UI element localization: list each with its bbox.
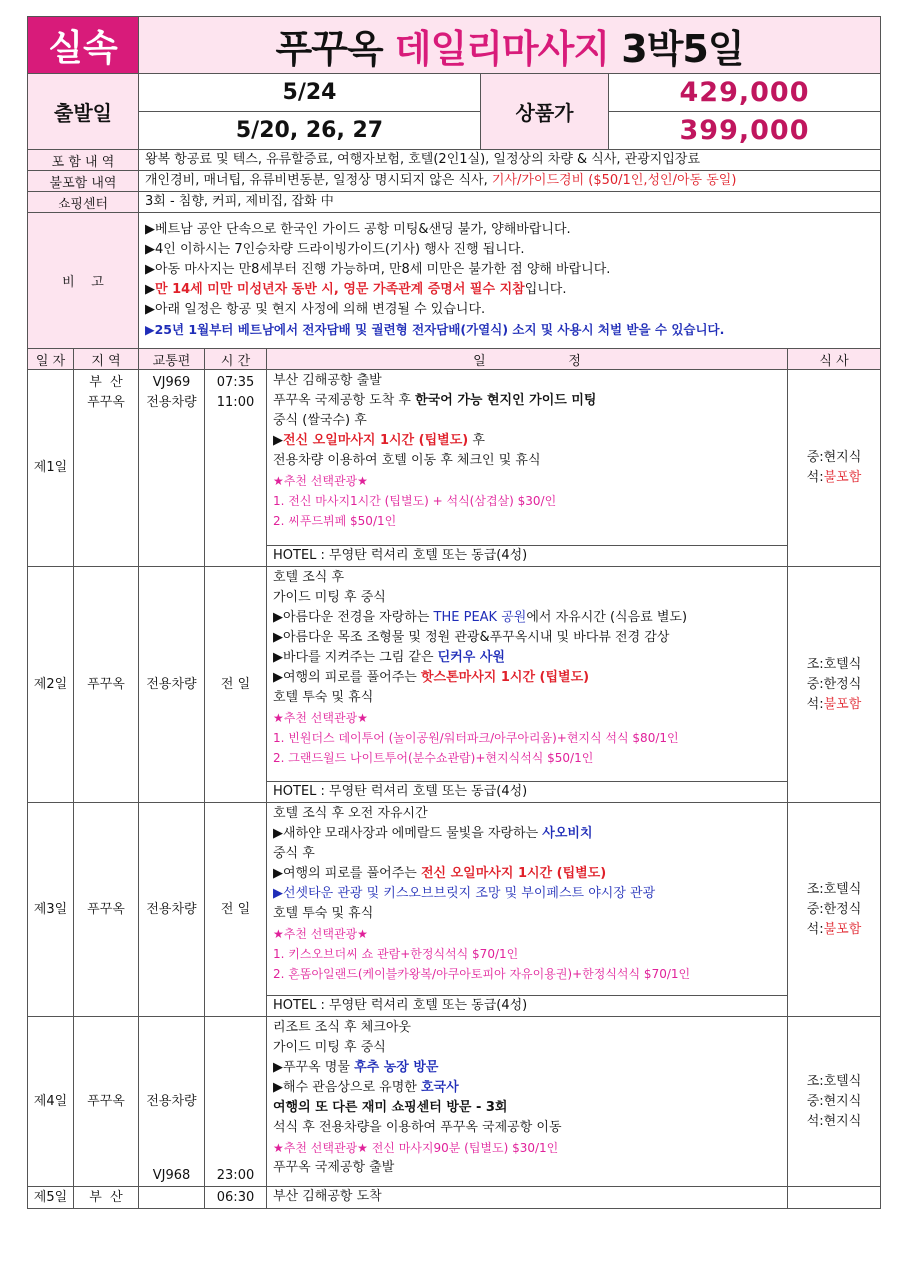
time: 06:30 bbox=[205, 1187, 267, 1209]
meal-lunch: 중:한정식 bbox=[806, 901, 862, 917]
col-time: 시 간 bbox=[205, 349, 267, 370]
schedule-line: 부산 김해공항 도착 bbox=[273, 1189, 382, 1204]
schedule-line: 호텔 조식 후 bbox=[273, 570, 345, 585]
region: 부 산 bbox=[74, 1187, 139, 1209]
col-transport: 교통편 bbox=[139, 349, 205, 370]
schedule-highlight: 전신 오일마사지 1시간 (팁별도) bbox=[283, 433, 469, 448]
optional-tour: 2. 그랜드월드 나이트투어(분수쇼관람)+현지식석식 $50/1인 bbox=[273, 751, 594, 765]
schedule-line: 부산 김해공항 출발 bbox=[273, 373, 382, 388]
region-origin: 부 산 bbox=[89, 375, 123, 390]
departure-date-1: 5/24 bbox=[139, 74, 481, 112]
day-label: 제4일 bbox=[28, 1017, 74, 1187]
departure-label: 출발일 bbox=[28, 74, 139, 150]
region: 푸꾸옥 bbox=[74, 567, 139, 803]
schedule-highlight: 한국어 가능 현지인 가이드 미팅 bbox=[415, 393, 597, 408]
schedule-highlight: 호국사 bbox=[420, 1080, 459, 1095]
schedule-text: ▶푸꾸옥 명물 bbox=[273, 1060, 355, 1075]
schedule-text: ▶아름다운 전경을 자랑하는 bbox=[273, 610, 434, 625]
region-destination: 푸꾸옥 bbox=[87, 395, 125, 410]
vehicle: 전용차량 bbox=[146, 1093, 197, 1109]
excluded-main: 개인경비, 매너팁, 유류비변동분, 일정상 명시되지 않은 식사, bbox=[145, 173, 492, 188]
schedule-text: ▶바다를 지켜주는 그림 같은 bbox=[273, 650, 438, 665]
excluded-text bbox=[139, 171, 881, 192]
meal-breakfast: 조:호텔식 bbox=[806, 656, 862, 672]
meal-lunch: 중:현지식 bbox=[806, 450, 862, 465]
schedule-text: 푸꾸옥 국제공항 도착 후 bbox=[273, 393, 416, 408]
meal-dinner-label: 석: bbox=[806, 470, 824, 485]
schedule-line bbox=[273, 391, 781, 411]
departure-time: 07:35 bbox=[216, 375, 255, 390]
meals bbox=[788, 567, 881, 803]
schedule-highlight: 딘커우 사원 bbox=[437, 650, 505, 665]
schedule-table bbox=[27, 348, 881, 1209]
schedule-line bbox=[273, 1058, 781, 1078]
page-title bbox=[139, 17, 881, 74]
flight-number: VJ969 bbox=[152, 375, 191, 390]
schedule-text: ▶여행의 피로를 풀어주는 bbox=[273, 866, 421, 881]
time: 전 일 bbox=[205, 567, 267, 803]
day-label: 제2일 bbox=[28, 567, 74, 803]
meal-dinner-label: 석: bbox=[806, 696, 824, 712]
meal-not-included: 불포함 bbox=[823, 470, 862, 485]
schedule-line: 가이드 미팅 후 중식 bbox=[273, 590, 386, 605]
schedule-arrow: ▶ bbox=[273, 433, 283, 448]
meals bbox=[788, 1017, 881, 1187]
col-region: 지 역 bbox=[74, 349, 139, 370]
meal-not-included: 불포함 bbox=[823, 696, 862, 712]
transport bbox=[139, 370, 205, 567]
note-line: ▶아동 마사지는 만8세부터 진행 가능하며, 만8세 미만은 불가한 점 양해 바랍니다. bbox=[145, 261, 611, 277]
schedule-line bbox=[273, 864, 781, 884]
schedule-text: ▶여행의 피로를 풀어주는 bbox=[273, 670, 421, 685]
departure-time: 23:00 bbox=[216, 1168, 255, 1183]
shopping-text: 3회 - 침향, 커피, 제비집, 잡화 中 bbox=[139, 192, 881, 213]
optional-tour: 1. 전신 마사지1시간 (팁별도) + 석식(삼겹살) $30/인 bbox=[273, 494, 557, 508]
schedule-line: 리조트 조식 후 체크아웃 bbox=[273, 1020, 411, 1035]
day-schedule bbox=[267, 803, 788, 996]
time: 전 일 bbox=[205, 803, 267, 1017]
schedule-line bbox=[273, 824, 781, 844]
meal-dinner bbox=[788, 468, 880, 488]
schedule-line: 호텔 투숙 및 휴식 bbox=[273, 690, 374, 705]
schedule-line: 석식 후 전용차량을 이용하여 푸꾸옥 국제공항 이동 bbox=[273, 1120, 562, 1135]
optional-tour: 2. 씨푸드뷔페 $50/1인 bbox=[273, 514, 397, 528]
meals bbox=[788, 1187, 881, 1209]
note-arrow: ▶ bbox=[145, 281, 155, 297]
schedule-line: 중식 후 bbox=[273, 846, 315, 861]
day-schedule bbox=[267, 567, 788, 782]
optional-tour: ★추천 선택관광★ 전신 마사지90분 (팁별도) $30/1인 bbox=[273, 1141, 559, 1155]
note-line bbox=[145, 280, 874, 300]
day-schedule bbox=[267, 370, 788, 546]
optional-tour-title: ★추천 선택관광★ bbox=[273, 927, 368, 941]
schedule-highlight: 전신 오일마사지 1시간 (팁별도) bbox=[420, 866, 607, 881]
meal-breakfast: 조:호텔식 bbox=[806, 881, 862, 897]
meal-dinner-label: 석: bbox=[806, 921, 824, 937]
col-meal: 식 사 bbox=[788, 349, 881, 370]
note-line: ▶베트남 공안 단속으로 한국인 가이드 공항 미팅&샌딩 불가, 양해바랍니다. bbox=[145, 221, 571, 237]
schedule-highlight: 핫스톤마사지 1시간 (팁별도) bbox=[420, 670, 590, 685]
schedule-line bbox=[273, 431, 781, 451]
schedule-line: ▶선셋타운 관광 및 키스오브브릿지 조망 및 부이페스트 야시장 관광 bbox=[273, 886, 656, 901]
meal-dinner bbox=[788, 920, 880, 940]
region: 푸꾸옥 bbox=[74, 803, 139, 1017]
schedule-line: 중식 (쌀국수) 후 bbox=[273, 413, 367, 428]
optional-tour: 1. 빈원더스 데이투어 (놀이공원/워터파크/아쿠아리움)+현지식 석식 $80/1인 bbox=[273, 731, 679, 745]
title-duration: 3박5일 bbox=[621, 26, 744, 71]
day-schedule bbox=[267, 1187, 788, 1209]
schedule-line bbox=[273, 668, 781, 688]
schedule-highlight: 사오비치 bbox=[542, 826, 593, 841]
excluded-guide-fee: 기사/가이드경비 ($50/1인,성인/아동 동일) bbox=[491, 173, 737, 188]
col-schedule: 일 정 bbox=[267, 349, 788, 370]
notes bbox=[139, 213, 881, 349]
schedule-highlight: 후추 농장 방문 bbox=[354, 1060, 439, 1075]
day-label: 제3일 bbox=[28, 803, 74, 1017]
note-tail: 입니다. bbox=[524, 281, 567, 297]
hotel: HOTEL : 무영탄 럭셔리 호텔 또는 동급(4성) bbox=[267, 996, 788, 1017]
hotel: HOTEL : 무영탄 럭셔리 호텔 또는 동급(4성) bbox=[267, 546, 788, 567]
optional-tour: 1. 키스오브더씨 쇼 관람+한정식석식 $70/1인 bbox=[273, 947, 519, 961]
schedule-line: 가이드 미팅 후 중식 bbox=[273, 1040, 386, 1055]
schedule-line: 전용차량 이용하여 호텔 이동 후 체크인 및 휴식 bbox=[273, 453, 541, 468]
day-label: 제1일 bbox=[28, 370, 74, 567]
meal-lunch: 중:현지식 bbox=[806, 1093, 862, 1109]
notes-label: 비 고 bbox=[28, 213, 139, 349]
time bbox=[205, 1017, 267, 1187]
optional-tour-title: ★추천 선택관광★ bbox=[273, 474, 368, 488]
shopping-label: 쇼핑센터 bbox=[28, 192, 139, 213]
meals bbox=[788, 803, 881, 1017]
departure-date-2: 5/20, 26, 27 bbox=[139, 112, 481, 150]
price-label: 상품가 bbox=[481, 74, 609, 150]
badge: 실속 bbox=[28, 17, 139, 74]
schedule-line bbox=[273, 608, 781, 628]
flight-number: VJ968 bbox=[152, 1168, 191, 1183]
vehicle: 전용차량 bbox=[146, 395, 197, 410]
transport bbox=[139, 1187, 205, 1209]
price-1: 429,000 bbox=[609, 74, 881, 112]
transport: 전용차량 bbox=[139, 567, 205, 803]
meal-not-included: 불포함 bbox=[823, 921, 862, 937]
day-label: 제5일 bbox=[28, 1187, 74, 1209]
price-2: 399,000 bbox=[609, 112, 881, 150]
meal-lunch: 중:한정식 bbox=[806, 676, 862, 692]
region bbox=[74, 370, 139, 567]
header-table bbox=[27, 16, 881, 150]
transport: 전용차량 bbox=[139, 803, 205, 1017]
included-text: 왕복 항공료 및 텍스, 유류할증료, 여행자보험, 호텔(2인1실), 일정상의 차량 & 식사, 관광지입장료 bbox=[139, 150, 881, 171]
tour-itinerary bbox=[27, 16, 880, 1209]
schedule-line: 여행의 또 다른 재미 쇼핑센터 방문 - 3회 bbox=[273, 1100, 508, 1115]
included-label: 포 함 내 역 bbox=[28, 150, 139, 171]
schedule-text: ▶해수 관음상으로 유명한 bbox=[273, 1080, 421, 1095]
info-table bbox=[27, 149, 881, 349]
note-line: ▶4인 이하시는 7인승차량 드라이빙가이드(기사) 행사 진행 됩니다. bbox=[145, 241, 525, 257]
title-destination: 푸꾸옥 bbox=[275, 26, 383, 71]
excluded-label: 불포함 내역 bbox=[28, 171, 139, 192]
schedule-text: 후 bbox=[468, 433, 485, 448]
hotel: HOTEL : 무영탄 럭셔리 호텔 또는 동급(4성) bbox=[267, 782, 788, 803]
schedule-text: 에서 자유시간 (식음료 별도) bbox=[526, 610, 688, 625]
schedule-line bbox=[273, 648, 781, 668]
note-highlight: 만 14세 미만 미성년자 동반 시, 영문 가족관계 증명서 필수 지참 bbox=[155, 281, 525, 297]
col-day: 일 자 bbox=[28, 349, 74, 370]
optional-tour: 2. 혼똠아일랜드(케이블카왕복/아쿠아토피아 자유이용권)+한정식석식 $70/1인 bbox=[273, 967, 691, 981]
schedule-highlight: THE PEAK 공원 bbox=[433, 610, 527, 625]
time bbox=[205, 370, 267, 567]
note-line-warning: ▶25년 1월부터 베트남에서 전자담배 및 궐련형 전자담배(가열식) 소지 및 사용시 처벌 받을 수 있습니다. bbox=[145, 321, 725, 337]
schedule-text: ▶새하얀 모래사장과 에메랄드 물빛을 자랑하는 bbox=[273, 826, 543, 841]
optional-tour-title: ★추천 선택관광★ bbox=[273, 711, 368, 725]
meal-dinner: 석:현지식 bbox=[806, 1113, 862, 1129]
region: 푸꾸옥 bbox=[74, 1017, 139, 1187]
schedule-line: 푸꾸옥 국제공항 출발 bbox=[273, 1160, 395, 1175]
schedule-line: 호텔 조식 후 오전 자유시간 bbox=[273, 806, 428, 821]
day-schedule bbox=[267, 1017, 788, 1187]
schedule-line: ▶아름다운 목조 조형물 및 정원 관광&푸꾸옥시내 및 바다뷰 전경 감상 bbox=[273, 630, 670, 645]
meal-dinner bbox=[788, 695, 880, 715]
schedule-line bbox=[273, 1078, 781, 1098]
note-line: ▶아래 일정은 항공 및 현지 사정에 의해 변경될 수 있습니다. bbox=[145, 301, 486, 317]
schedule-line: 호텔 투숙 및 휴식 bbox=[273, 906, 374, 921]
meal-breakfast: 조:호텔식 bbox=[806, 1073, 862, 1089]
arrival-time: 11:00 bbox=[216, 395, 255, 410]
title-theme: 데일리마사지 bbox=[394, 26, 610, 71]
meals bbox=[788, 370, 881, 567]
transport bbox=[139, 1017, 205, 1187]
